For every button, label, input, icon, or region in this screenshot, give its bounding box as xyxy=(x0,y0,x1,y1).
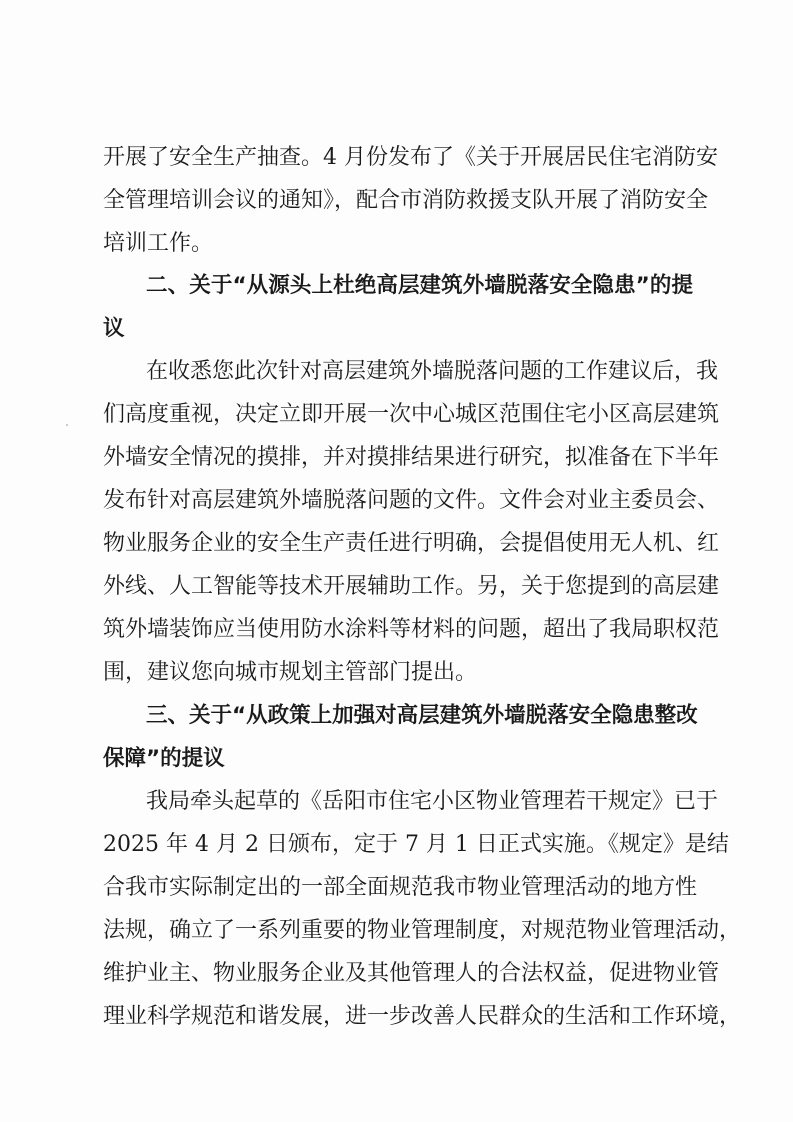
paragraph-line: 法规，确立了一系列重要的物业管理制度，对规范物业管理活动， xyxy=(103,918,742,943)
paragraph-line: 围，建议您向城市规划主管部门提出。 xyxy=(103,660,478,685)
section-heading-3: 三、关于“从政策上加强对高层建筑外墙脱落安全隐患整改 xyxy=(146,703,698,728)
paragraph-line: 理业科学规范和谐发展，进一步改善人民群众的生活和工作环境， xyxy=(103,1004,742,1029)
paragraph-line: 2025 年 4 月 2 日颁布，定于 7 月 1 日正式实施。《规定》是结 xyxy=(103,832,729,857)
paragraph-line: 全管理培训会议的通知》，配合市消防救援支队开展了消防安全 xyxy=(103,188,709,213)
paragraph-line: 我局牵头起草的《岳阳市住宅小区物业管理若干规定》已于 xyxy=(146,789,719,814)
paragraph-line: 培训工作。 xyxy=(103,231,214,256)
section-heading-3-cont: 保障”的提议 xyxy=(103,746,225,771)
paragraph-line: 外线、人工智能等技术开展辅助工作。另，关于您提到的高层建 xyxy=(103,574,720,599)
paragraph-line: 合我市实际制定出的一部全面规范我市物业管理活动的地方性 xyxy=(103,875,698,900)
paragraph-line: 外墙安全情况的摸排，并对摸排结果进行研究，拟准备在下半年 xyxy=(103,445,720,470)
paragraph-line: 维护业主、物业服务企业及其他管理人的合法权益，促进物业管 xyxy=(103,961,720,986)
paragraph-line: 发布针对高层建筑外墙脱落问题的文件。文件会对业主委员会、 xyxy=(103,488,720,513)
paragraph-line: 筑外墙装饰应当使用防水涂料等材料的问题，超出了我局职权范 xyxy=(103,617,720,642)
paragraph-line: 物业服务企业的安全生产责任进行明确，会提倡使用无人机、红 xyxy=(103,531,720,556)
paragraph-line: 在收悉您此次针对高层建筑外墙脱落问题的工作建议后，我 xyxy=(146,359,719,384)
paragraph-line: 们高度重视，决定立即开展一次中心城区范围住宅小区高层建筑 xyxy=(103,402,720,427)
section-heading-2-cont: 议 xyxy=(103,316,125,341)
paragraph-line: 开展了安全生产抽查。4 月份发布了《关于开展居民住宅消防安 xyxy=(103,145,718,170)
scan-speck xyxy=(66,424,68,426)
section-heading-2: 二、关于“从源头上杜绝高层建筑外墙脱落安全隐患”的提 xyxy=(146,273,693,298)
